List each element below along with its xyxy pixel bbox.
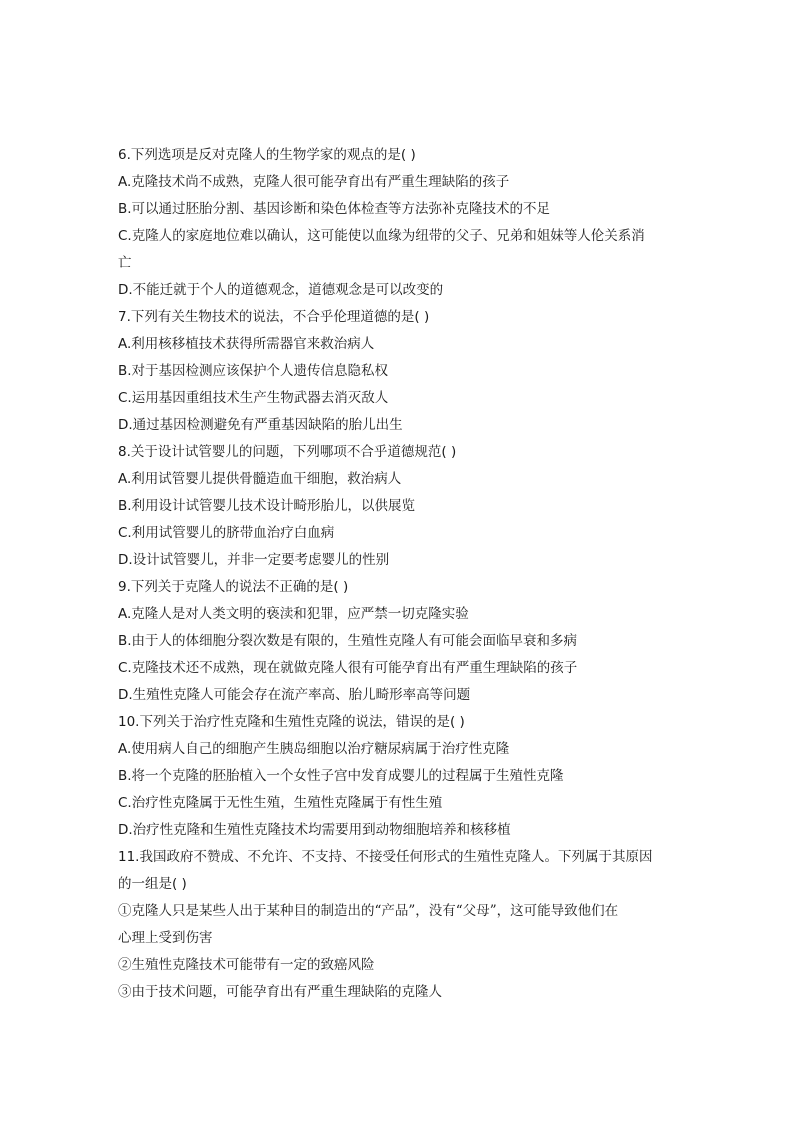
question-11-item-1: ①克隆人只是某些人出于某种目的制造出的“产品”，没有“父母”，这可能导致他们在 xyxy=(118,903,619,919)
question-10-option-c: C.治疗性克隆属于无性生殖，生殖性克隆属于有性生殖 xyxy=(118,795,443,811)
question-6-option-c-cont: 亡 xyxy=(118,255,132,271)
question-list xyxy=(118,142,678,1006)
question-8-option-c: C.利用试管婴儿的脐带血治疗白血病 xyxy=(118,525,335,541)
question-8-option-a: A.利用试管婴儿提供骨髓造血干细胞，救治病人 xyxy=(118,471,402,487)
question-7-option-b: B.对于基因检测应该保护个人遗传信息隐私权 xyxy=(118,363,389,379)
question-7-stem: 7.下列有关生物技术的说法，不合乎伦理道德的是( ) xyxy=(118,309,430,325)
question-9-option-b: B.由于人的体细胞分裂次数是有限的，生殖性克隆人有可能会面临早衰和多病 xyxy=(118,633,578,649)
question-6-option-b: B.可以通过胚胎分割、基因诊断和染色体检查等方法弥补克隆技术的不足 xyxy=(118,201,551,217)
question-6-option-d: D.不能迁就于个人的道德观念，道德观念是可以改变的 xyxy=(118,282,444,298)
question-9-option-a: A.克隆人是对人类文明的亵渎和犯罪，应严禁一切克隆实验 xyxy=(118,606,469,622)
question-11-item-2: ②生殖性克隆技术可能带有一定的致癌风险 xyxy=(118,957,375,973)
question-8-option-b: B.利用设计试管婴儿技术设计畸形胎儿，以供展览 xyxy=(118,498,416,514)
question-7-option-a: A.利用核移植技术获得所需器官来救治病人 xyxy=(118,336,375,352)
question-6-option-a: A.克隆技术尚不成熟，克隆人很可能孕育出有严重生理缺陷的孩子 xyxy=(118,174,510,190)
question-8-stem: 8.关于设计试管婴儿的问题，下列哪项不合乎道德规范( ) xyxy=(118,444,457,460)
question-11-stem: 11.我国政府不赞成、不允许、不支持、不接受任何形式的生殖性克隆人。下列属于其原因 xyxy=(118,849,653,865)
question-11-item-1-cont: 心理上受到伤害 xyxy=(118,930,213,946)
question-10-option-d: D.治疗性克隆和生殖性克隆技术均需要用到动物细胞培养和核移植 xyxy=(118,822,511,838)
question-6-stem: 6.下列选项是反对克隆人的生物学家的观点的是( ) xyxy=(118,147,416,163)
question-9-stem: 9.下列关于克隆人的说法不正确的是( ) xyxy=(118,579,349,595)
question-6-option-c: C.克隆人的家庭地位难以确认，这可能使以血缘为纽带的父子、兄弟和姐妹等人伦关系消 xyxy=(118,228,645,244)
question-10-stem: 10.下列关于治疗性克隆和生殖性克隆的说法，错误的是( ) xyxy=(118,714,465,730)
question-9-option-c: C.克隆技术还不成熟，现在就做克隆人很有可能孕育出有严重生理缺陷的孩子 xyxy=(118,660,578,676)
question-7-option-c: C.运用基因重组技术生产生物武器去消灭敌人 xyxy=(118,390,389,406)
question-8-option-d: D.设计试管婴儿，并非一定要考虑婴儿的性别 xyxy=(118,552,390,568)
question-11-item-3: ③由于技术问题，可能孕育出有严重生理缺陷的克隆人 xyxy=(118,984,442,1000)
question-10-option-a: A.使用病人自己的细胞产生胰岛细胞以治疗糖尿病属于治疗性克隆 xyxy=(118,741,510,757)
question-11-stem-cont: 的一组是( ) xyxy=(118,876,187,892)
question-10-option-b: B.将一个克隆的胚胎植入一个女性子宫中发育成婴儿的过程属于生殖性克隆 xyxy=(118,768,564,784)
question-9-option-d: D.生殖性克隆人可能会存在流产率高、胎儿畸形率高等问题 xyxy=(118,687,471,703)
question-7-option-d: D.通过基因检测避免有严重基因缺陷的胎儿出生 xyxy=(118,417,403,433)
